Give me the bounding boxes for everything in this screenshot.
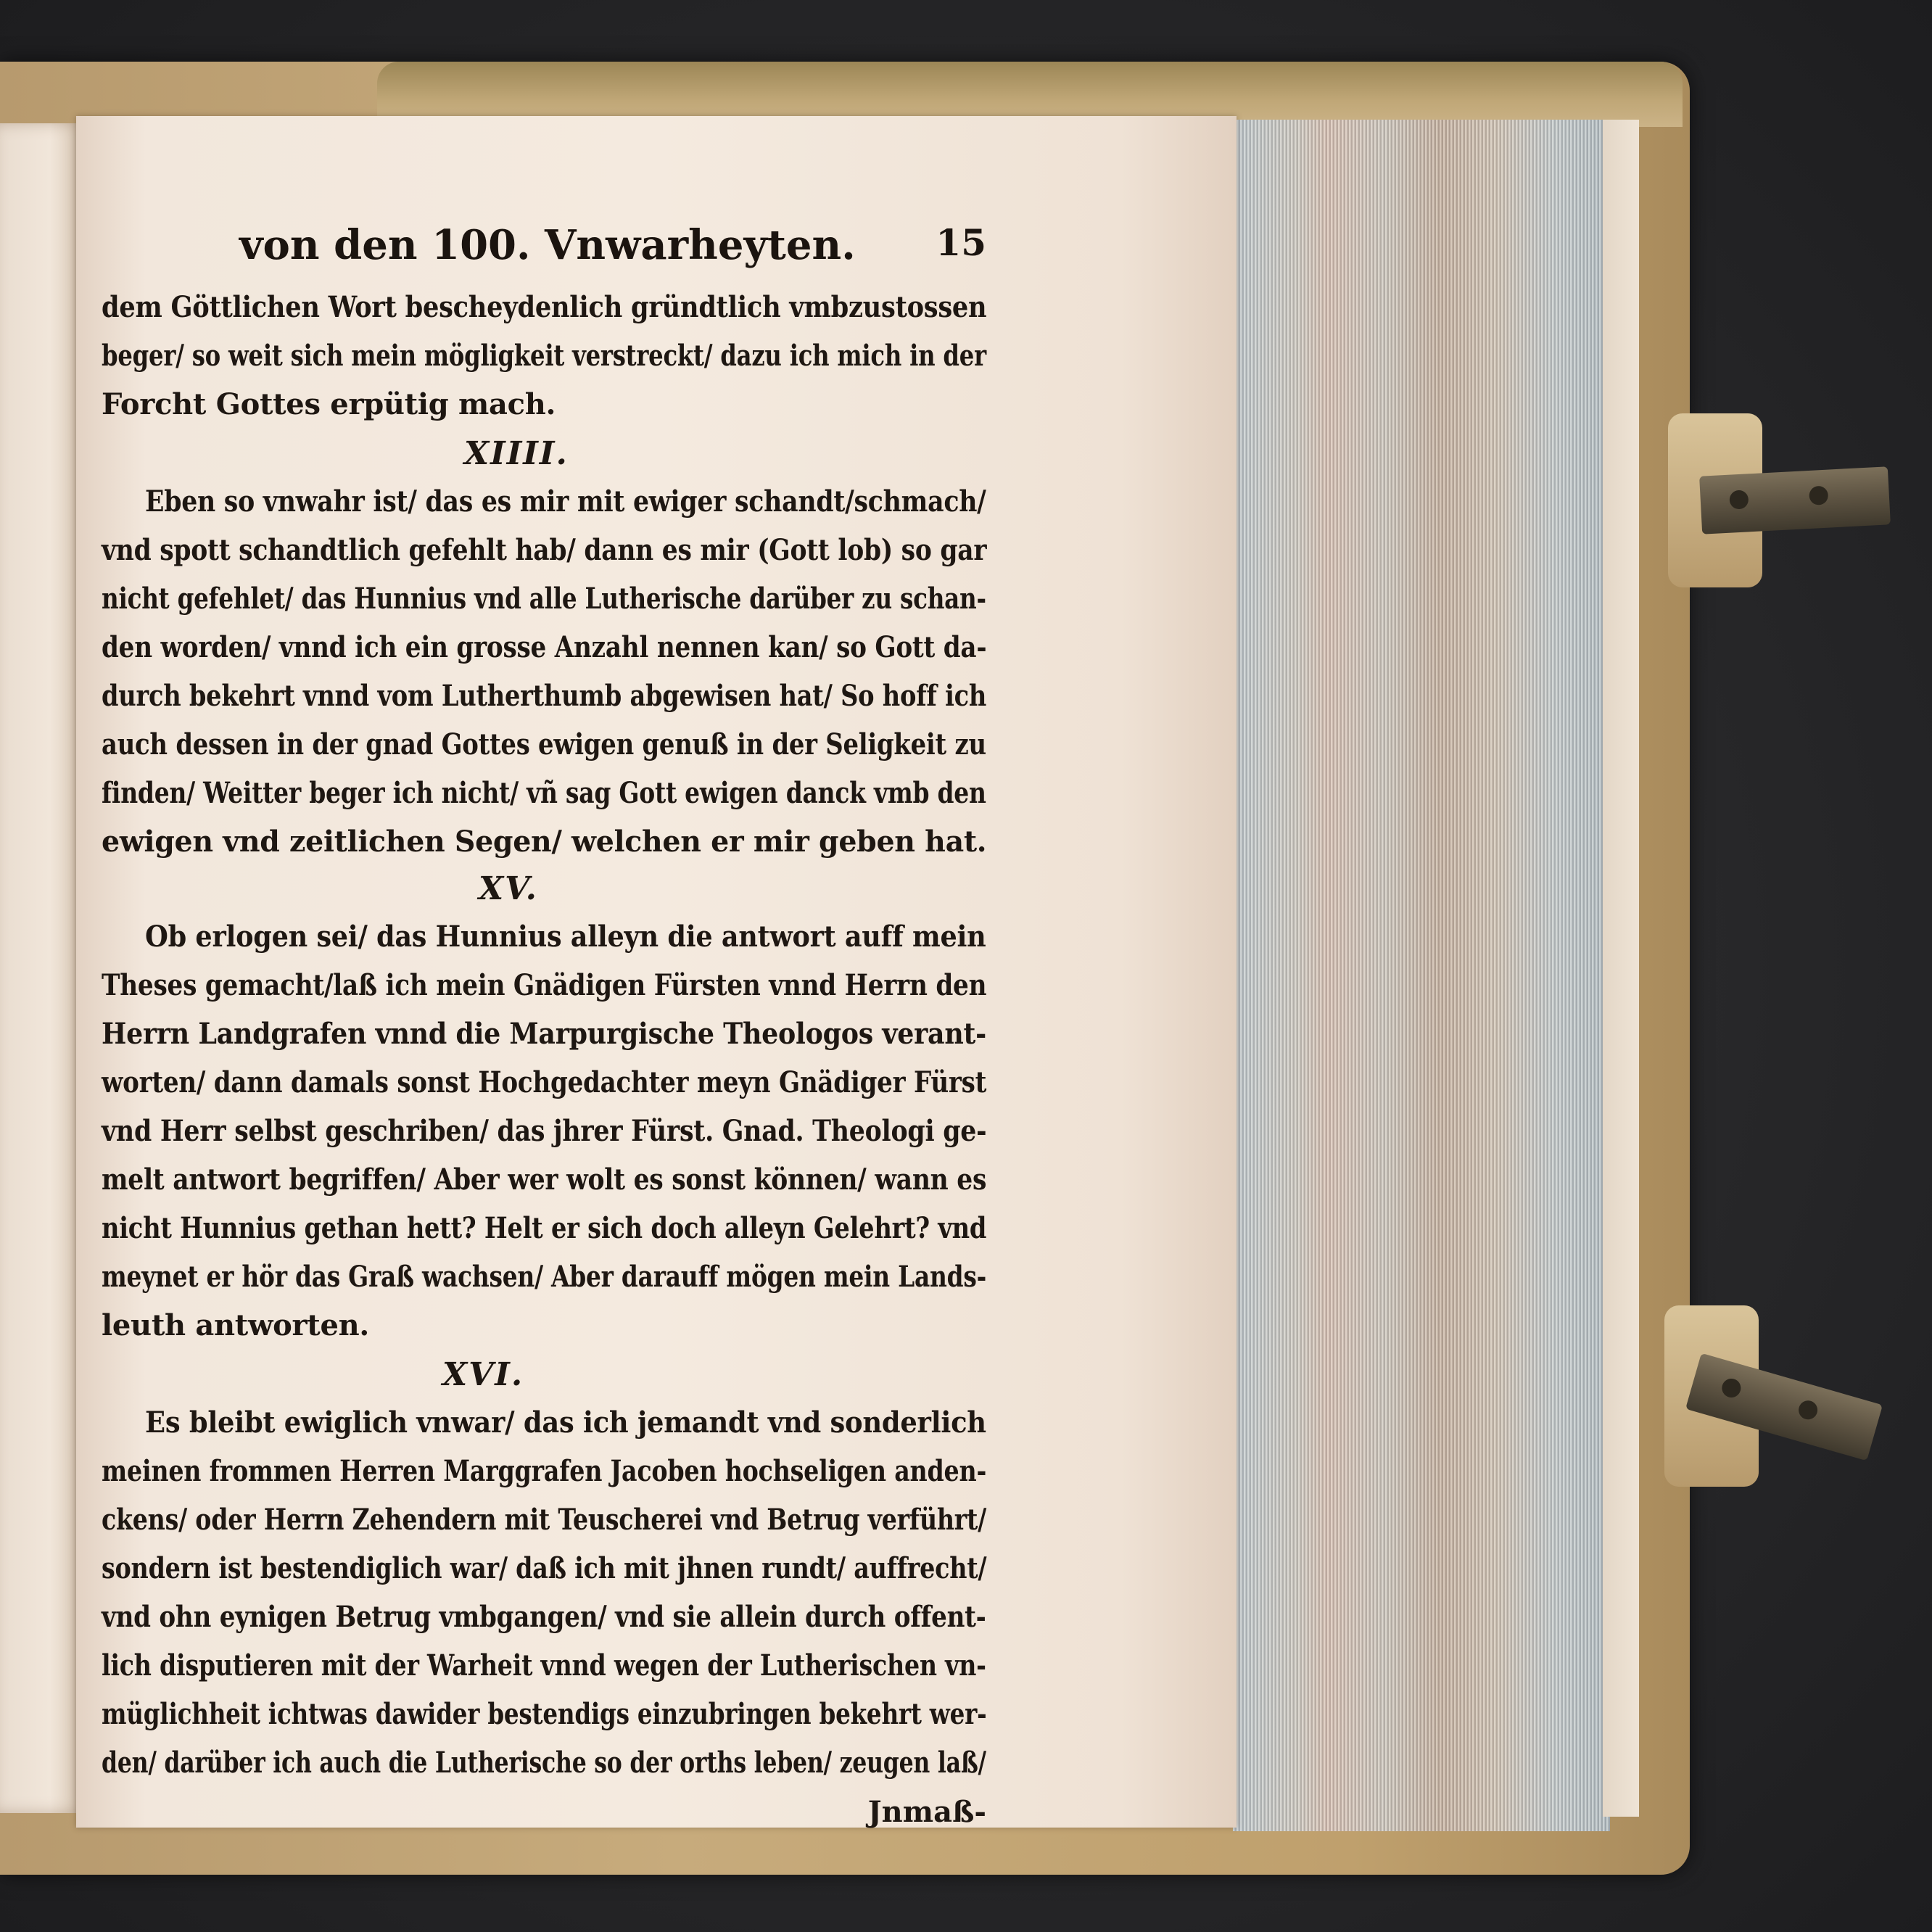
text-line: nicht gefehlet/ das Hunnius vnd alle Lutherische darüber zu schan- xyxy=(102,582,986,616)
section-numeral: XIIII. xyxy=(464,435,569,472)
text-line: melt antwort begriffen/ Aber wer wolt es sonst können/ wann es xyxy=(102,1163,987,1197)
text-line: Forcht Gottes erpütig mach. xyxy=(102,387,556,421)
text-line: meinen frommen Herren Marggrafen Jacoben hochseligen anden- xyxy=(102,1454,987,1488)
text-line: Theses gemacht/laß ich mein Gnädigen Fürsten vnnd Herrn den xyxy=(102,968,987,1002)
text-line: vnd ohn eynigen Betrug vmbgangen/ vnd sie allein durch offent- xyxy=(102,1600,986,1634)
text-line: leuth antworten. xyxy=(102,1308,370,1342)
text-line: sondern ist bestendiglich war/ daß ich mit jhnen rundt/ auffrecht/ xyxy=(102,1551,987,1585)
text-line: vnd spott schandtlich gefehlt hab/ dann es mir (Gott lob) so gar xyxy=(102,533,987,567)
text-line: Es bleibt ewiglich vnwar/ das ich jemandt vnd sonderlich xyxy=(145,1405,986,1440)
text-line: auch dessen in der gnad Gottes ewigen genuß in der Seligkeit zu xyxy=(102,727,986,761)
left-page-edge xyxy=(0,123,83,1813)
text-line: durch bekehrt vnnd vom Lutherthumb abgewisen hat/ So hoff ich xyxy=(102,679,987,713)
text-line: nicht Hunnius gethan hett? Helt er sich doch alleyn Gelehrt? vnd xyxy=(102,1211,987,1245)
text-line: ewigen vnd zeitlichen Segen/ welchen er mir geben hat. xyxy=(102,825,987,859)
text-line: finden/ Weitter beger ich nicht/ vñ sag Gott ewigen danck vmb den xyxy=(102,776,986,810)
text-line: Eben so vnwahr ist/ das es mir mit ewiger schandt/schmach/ xyxy=(145,484,986,519)
text-line: Herrn Landgrafen vnnd die Marpurgische Theologos verant- xyxy=(102,1017,986,1051)
catchword: Jnmaß- xyxy=(867,1795,986,1829)
section-numeral: XV. xyxy=(479,870,538,907)
text-line: beger/ so weit sich mein mögligkeit verstreckt/ dazu ich mich in der xyxy=(102,339,986,373)
section-numeral: XVI. xyxy=(442,1356,524,1393)
text-line: ckens/ oder Herrn Zehendern mit Teuscherei vnd Betrug verführt/ xyxy=(102,1503,987,1537)
upper-clasp xyxy=(1699,466,1891,534)
running-header xyxy=(239,221,986,279)
header-title: von den 100. Vnwarheyten. xyxy=(239,221,856,269)
text-line: dem Göttlichen Wort bescheydenlich gründtlich vmbzustossen xyxy=(102,290,987,324)
text-line: den/ darüber ich auch die Lutherische so der orths leben/ zeugen laß/ xyxy=(102,1746,986,1780)
text-line: worten/ dann damals sonst Hochgedachter meyn Gnädiger Fürst xyxy=(102,1065,987,1099)
text-line: Ob erlogen sei/ das Hunnius alleyn die antwort auff mein xyxy=(145,920,986,954)
text-line: den worden/ vnnd ich ein grosse Anzahl nennen kan/ so Gott da- xyxy=(102,630,987,664)
page-number: 15 xyxy=(936,221,986,264)
text-line: müglichheit ichtwas dawider bestendigs einzubringen bekehrt wer- xyxy=(102,1697,987,1731)
back-endpaper xyxy=(1603,120,1639,1817)
text-line: meynet er hör das Graß wachsen/ Aber darauff mögen mein Lands- xyxy=(102,1260,987,1294)
text-line: lich disputieren mit der Warheit vnnd wegen der Lutherischen vn- xyxy=(102,1648,986,1683)
text-line: vnd Herr selbst geschriben/ das jhrer Fürst. Gnad. Theologi ge- xyxy=(102,1114,987,1148)
page-stack-fore-edge xyxy=(1233,120,1610,1831)
